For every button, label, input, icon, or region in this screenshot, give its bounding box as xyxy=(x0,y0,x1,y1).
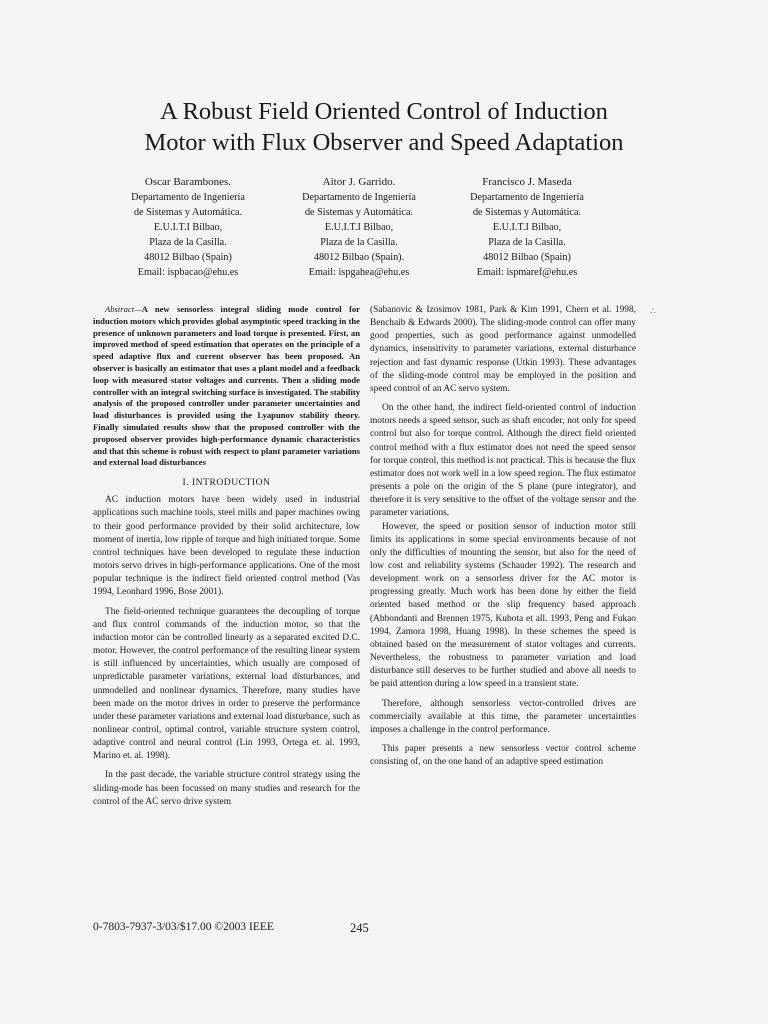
author-affiliation: E.U.I.T.I Bilbao, xyxy=(492,222,562,233)
paragraph: In the past decade, the variable structure control strategy using the sliding-mode has been focussed on many studies and research for the control of the AC servo drive system xyxy=(93,770,360,807)
author-affiliation: E.U.I.T.I Bilbao, xyxy=(324,222,394,233)
paragraph: AC induction motors have been widely used in industrial applications such machine tools, steel mills and paper machines owing to their good performance provided by their solid architecture, low moment of inertia, low ripple of torque and high initiated torque. Some control techniques have been developed to regulate these induction motors servo drives in high-performance applications. One of the most popular technique is the indirect field oriented control method (Vas 1994, Leonhard 1996, Bose 2001). xyxy=(93,495,360,598)
author-affiliation: Plaza de la Casilla. xyxy=(488,237,566,248)
author-block-1 xyxy=(88,175,288,280)
section-heading-introduction: I. INTRODUCTION xyxy=(182,477,271,489)
author-block-3 xyxy=(427,175,627,280)
author-email: Email: ispmaref@ehu.es xyxy=(476,267,578,278)
paragraph: However, the speed or position sensor of induction motor still limits its applications in some special environments because of not only the difficulties of mounting the sensor, but also for the need of low cost and reliability systems (Schauder 1992). The research and development work on a sensorless driver for the AC motor is progressing greatly. Much work has been done by either the field oriented based method or the slip frequency based approach (Abbondanti and Brennen 1975, Kubota et all. 1993, Peng and Fukao 1994, Zamora 1998, Huang 1998). In these schemes the speed is obtained based on the measurement of stator voltages and currents. Nevertheless, the robustness to parameter variation and load disturbance still deserves to be further studied and above all needs to be paid attention during a low speed in a transient state. xyxy=(370,521,636,690)
author-name: Aitor J. Garrido. xyxy=(322,176,396,188)
author-affiliation: de Sistemas y Automática. xyxy=(472,207,582,218)
paper-title xyxy=(60,96,708,158)
author-email: Email: ispbacao@ehu.es xyxy=(137,267,239,278)
footer-copyright: 0-7803-7937-3/03/$17.00 ©2003 IEEE xyxy=(93,921,274,933)
paragraph: This paper presents a new sensorless vector control scheme consisting of, on the one hand of an adaptive speed estimation xyxy=(370,744,636,768)
author-affiliation: Plaza de la Casilla. xyxy=(320,237,398,248)
title-line-2: Motor with Flux Observer and Speed Adaptation xyxy=(144,129,624,156)
author-affiliation: E.U.I.T.I Bilbao, xyxy=(153,222,223,233)
margin-scribble-icon: ∴ xyxy=(650,306,656,316)
paragraph: (Sabanovic & Izosimov 1981, Park & Kim 1991, Chern et al. 1998, Benchaib & Edwards 2000). The sliding-mode control can offer many good properties, such as good performance against unmodelled dynamics, insensitivity to parameter variations, external disturbance rejection and fast dynamic response (Utkin 1993). These advantages of the sliding-mode control may be employed in the position and speed control of an AC servo system. xyxy=(370,305,636,394)
abstract xyxy=(93,304,360,469)
abstract-lead: Abstract— xyxy=(105,304,142,314)
author-affiliation: Departamento de Ingeniería xyxy=(302,192,416,203)
right-column xyxy=(370,304,636,769)
paragraph: The field-oriented technique guarantees the decoupling of torque and flux control commands of the induction motor, so that the induction motor can be controlled linearly as a separated excited D.C. motor. However, the control performance of the resulting linear system is still influenced by uncertainties, which usually are composed of unpredictable parameter variations, external load disturbances, and unmodelled and nonlinear dynamics. Therefore, many studies have been made on the motor drives in order to preserve the performance under these parameter variations and external load disturbance, such as nonlinear control, optimal control, variable structure system control, adaptive control and neural control (Lin 1993, Ortega et. al. 1993, Marino et. al. 1998). xyxy=(93,606,360,762)
left-column xyxy=(93,304,360,809)
author-affiliation: 48012 Bilbao (Spain) xyxy=(483,252,571,263)
author-affiliation: 48012 Bilbao (Spain). xyxy=(313,252,405,263)
paragraph: On the other hand, the indirect field-oriented control of induction motors needs a speed sensor, such as shaft encoder, not only for speed control but also for torque control. Although the direct field oriented control method with a flux estimator does not need the speed sensor for torque control, this method is not practical. This is because the flux estimator does not work well in a low speed region. The flux estimator presents a pole on the origin of the S plane (pure integrator), and therefore it is very sensitive to the offset of the voltage sensor and the parameter variations. xyxy=(370,403,636,519)
author-affiliation: Plaza de la Casilla. xyxy=(149,237,227,248)
author-affiliation: Departamento de Ingeniería xyxy=(131,192,245,203)
author-name: Francisco J. Maseda xyxy=(482,176,572,188)
paragraph: Therefore, although sensorless vector-controlled drives are commercially available at this time, the parameter uncertainties imposes a challenge in the control performance. xyxy=(370,698,636,735)
abstract-body: A new sensorless integral sliding mode control for induction motors which provides global asymptotic speed tracking in the presence of unknown parameters and load torque is presented. First, an improved method of speed estimation that operates on the principle of a speed adaptive flux and current observer has been proposed. An observer is basically an estimator that uses a plant model and a feedback loop with measured stator voltages and currents. Then a sliding mode controller with an integral switching surface is investigated. The stability analysis of the proposed controller under parameter uncertainties and load disturbances is provided using the Lyapunov stability theory. Finally simulated results show that the proposed controller with the proposed observer provides high-performance dynamic characteristics and that this scheme is robust with respect to plant parameter variations and external load disturbances xyxy=(93,304,360,468)
author-affiliation: Departamento de Ingeniería xyxy=(470,192,584,203)
author-name: Oscar Barambones. xyxy=(144,176,232,188)
author-affiliation: de Sistemas y Automática. xyxy=(304,207,414,218)
page-number: 245 xyxy=(350,921,369,935)
author-email: Email: ispgahea@ehu.es xyxy=(308,267,410,278)
author-affiliation: de Sistemas y Automática. xyxy=(133,207,243,218)
author-affiliation: 48012 Bilbao (Spain) xyxy=(144,252,232,263)
title-line-1: A Robust Field Oriented Control of Induction xyxy=(160,98,608,125)
